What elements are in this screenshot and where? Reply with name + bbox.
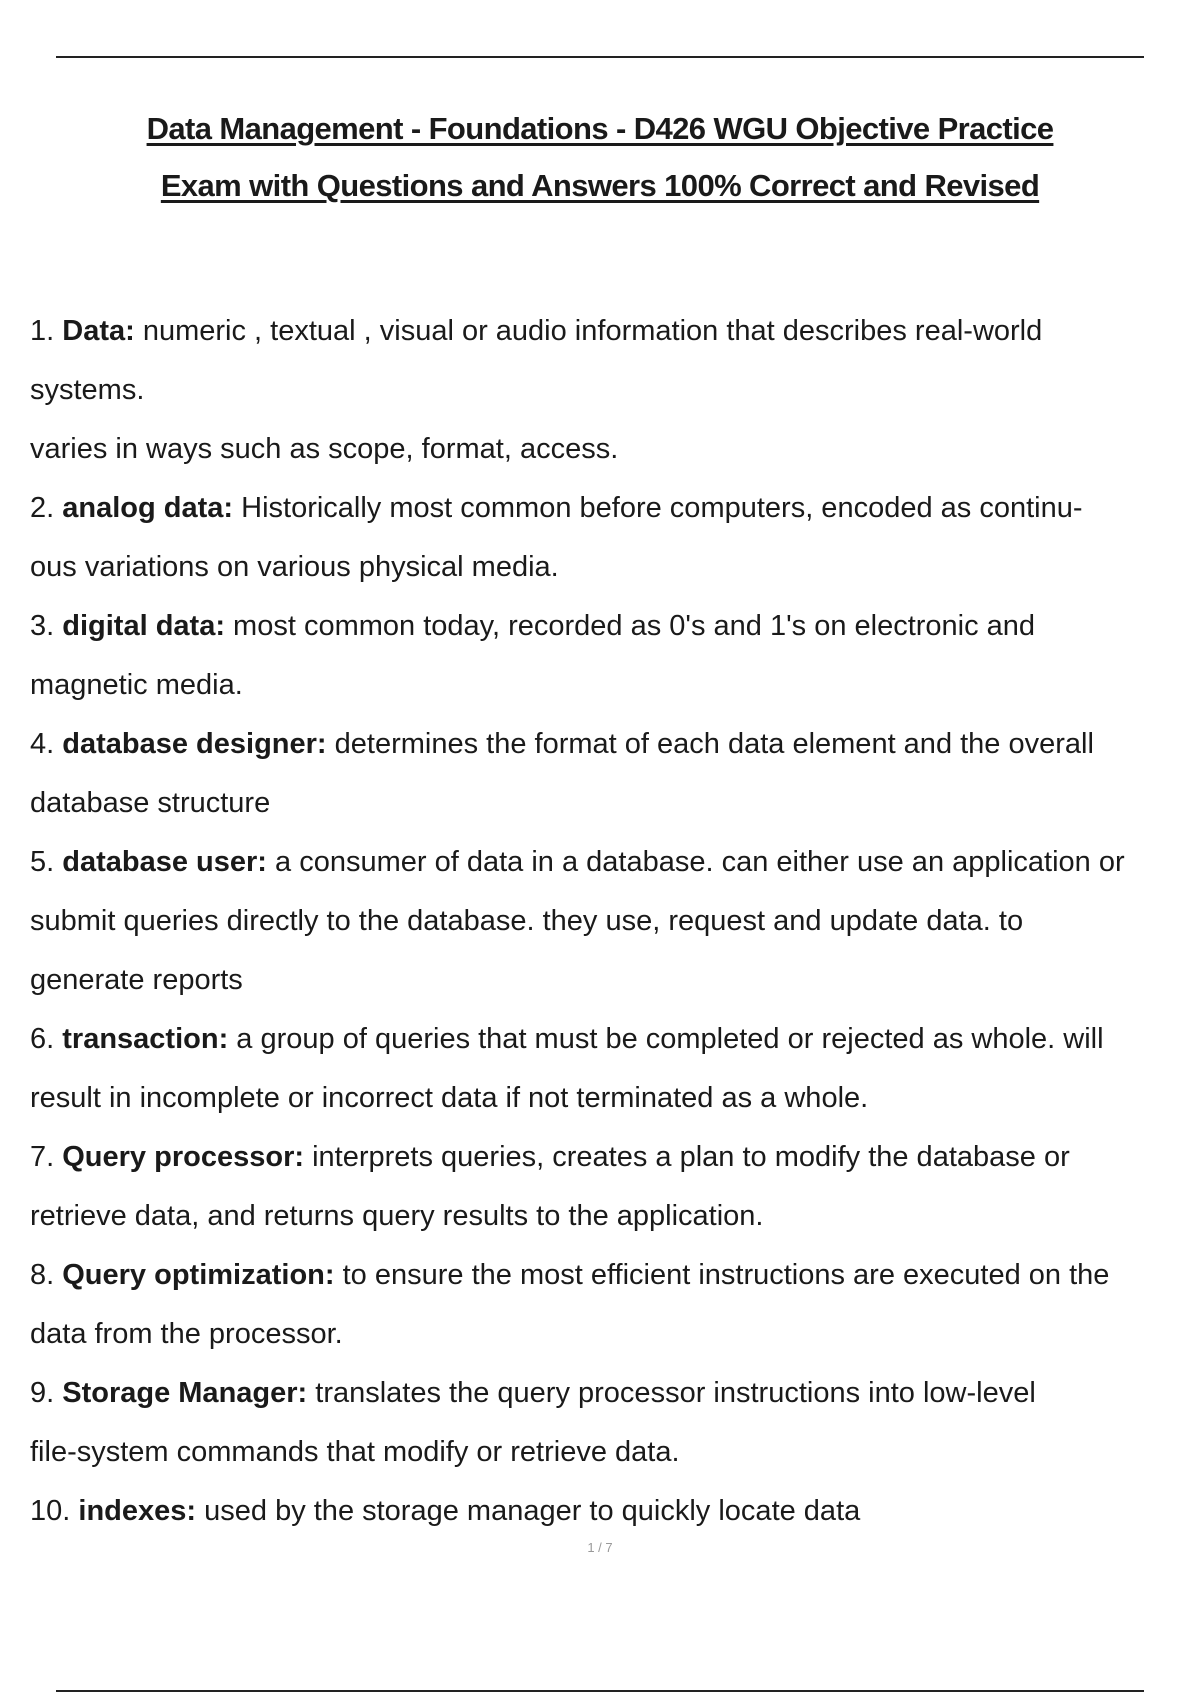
item-term: Storage Manager: xyxy=(62,1377,308,1409)
item-line xyxy=(30,1482,1190,1541)
item-text: determines the format of each data element and the overall xyxy=(334,728,1094,760)
item-term: database designer: xyxy=(62,728,327,760)
item-text: retrieve data, and returns query results to the application. xyxy=(30,1200,764,1232)
item-term: digital data: xyxy=(62,610,225,642)
list-item xyxy=(30,302,1190,479)
item-line xyxy=(30,1128,1190,1187)
page-number: 1 / 7 xyxy=(587,1540,613,1555)
item-text: translates the query processor instructions into low-level xyxy=(315,1377,1036,1409)
item-text: submit queries directly to the database. they use, request and update data. to xyxy=(30,905,1024,937)
item-number: 2. xyxy=(30,492,55,524)
item-text: varies in ways such as scope, format, access. xyxy=(30,433,619,465)
item-number: 4. xyxy=(30,728,55,760)
list-item xyxy=(30,1010,1190,1128)
item-line xyxy=(30,420,1190,479)
item-text: used by the storage manager to quickly locate data xyxy=(204,1495,861,1527)
item-text: a consumer of data in a database. can either use an application or xyxy=(275,846,1125,878)
item-number: 1. xyxy=(30,315,55,347)
item-text: most common today, recorded as 0's and 1's on electronic and xyxy=(233,610,1036,642)
list-item xyxy=(30,1246,1190,1364)
item-number: 3. xyxy=(30,610,55,642)
item-line xyxy=(30,1423,1190,1482)
item-line xyxy=(30,1364,1190,1423)
item-line xyxy=(30,302,1190,361)
item-term: Query optimization: xyxy=(62,1259,335,1291)
item-line xyxy=(30,833,1190,892)
list-item xyxy=(30,833,1190,1010)
item-line xyxy=(30,1305,1190,1364)
item-term: Query processor: xyxy=(62,1141,305,1173)
bottom-rule xyxy=(56,1690,1144,1692)
list-item xyxy=(30,597,1190,715)
title-line-2: Exam with Questions and Answers 100% Correct and Revised xyxy=(160,168,1040,203)
item-number: 9. xyxy=(30,1377,55,1409)
item-line xyxy=(30,951,1190,1010)
list-item xyxy=(30,1128,1190,1246)
item-line xyxy=(30,538,1190,597)
item-text: numeric , textual , visual or audio information that describes real-world xyxy=(142,315,1043,347)
item-number: 6. xyxy=(30,1023,55,1055)
item-number: 10. xyxy=(30,1495,71,1527)
item-number: 7. xyxy=(30,1141,55,1173)
item-number: 5. xyxy=(30,846,55,878)
item-term: Data: xyxy=(62,315,135,347)
item-text: to ensure the most efficient instructions are executed on the xyxy=(342,1259,1110,1291)
list-item xyxy=(30,715,1190,833)
list-item xyxy=(30,479,1190,597)
list-item xyxy=(30,1364,1190,1482)
item-term: database user: xyxy=(62,846,267,878)
item-text: file-system commands that modify or retrieve data. xyxy=(30,1436,680,1468)
item-line xyxy=(30,715,1190,774)
item-line xyxy=(30,361,1190,420)
item-term: analog data: xyxy=(62,492,234,524)
question-list xyxy=(30,302,1190,1541)
top-rule xyxy=(56,56,1144,58)
item-text: data from the processor. xyxy=(30,1318,343,1350)
item-line xyxy=(30,774,1190,833)
item-text: result in incomplete or incorrect data if not terminated as a whole. xyxy=(30,1082,869,1114)
item-text: Historically most common before computers, encoded as continu- xyxy=(241,492,1083,524)
item-text: magnetic media. xyxy=(30,669,243,701)
item-text: ous variations on various physical media. xyxy=(30,551,559,583)
list-item xyxy=(30,1482,1190,1541)
item-line xyxy=(30,1246,1190,1305)
item-term: indexes: xyxy=(78,1495,197,1527)
item-line xyxy=(30,597,1190,656)
item-text: systems. xyxy=(30,374,145,406)
item-line xyxy=(30,892,1190,951)
item-number: 8. xyxy=(30,1259,55,1291)
item-line xyxy=(30,1187,1190,1246)
title-line-1: Data Management - Foundations - D426 WGU Objective Practice xyxy=(146,111,1054,146)
item-line xyxy=(30,479,1190,538)
item-line xyxy=(30,1069,1190,1128)
document-title xyxy=(60,100,1140,214)
item-line xyxy=(30,1010,1190,1069)
item-line xyxy=(30,656,1190,715)
item-text: database structure xyxy=(30,787,271,819)
item-text: generate reports xyxy=(30,964,243,996)
item-term: transaction: xyxy=(62,1023,229,1055)
item-text: interprets queries, creates a plan to modify the database or xyxy=(312,1141,1070,1173)
item-text: a group of queries that must be completed or rejected as whole. will xyxy=(236,1023,1104,1055)
